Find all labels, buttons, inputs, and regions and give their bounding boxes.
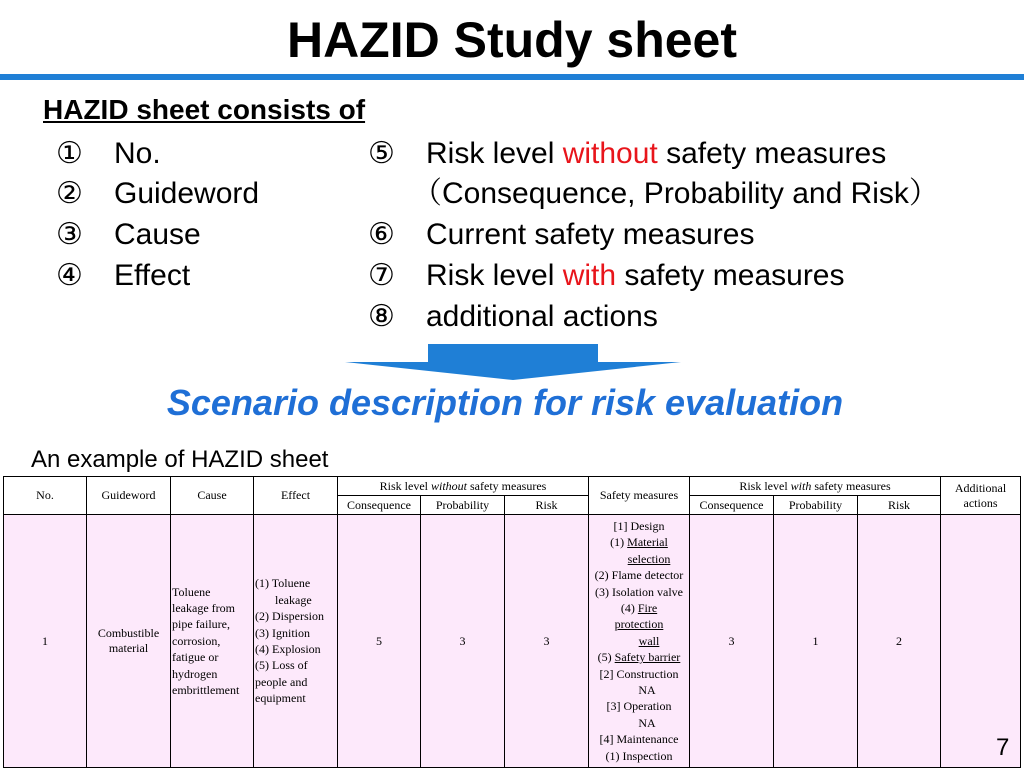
cell-guideword [87,515,171,768]
list-number: ④ [56,259,83,292]
cause-line: fatigue or [172,650,219,665]
measure-line [590,534,688,550]
effect-line: (3) Ignition [255,625,310,640]
cell-risk-with: 2 [858,515,941,768]
measure-line: [4] Maintenance [599,732,679,747]
list-number: ① [56,137,83,170]
guideword-line: Combustible [97,626,160,640]
header-consequence-with: Consequence [690,496,774,515]
list-number: ⑥ [368,218,395,251]
title-divider [0,74,1024,80]
cause-text [172,584,239,699]
list-text: Effect [114,259,191,292]
list-item-additional-actions [368,297,658,337]
cell-consequence-without: 5 [338,515,421,768]
effect-line: (2) Dispersion [255,609,324,624]
measure-line: (2) Flame detector [594,568,684,583]
list-item-risk-with [368,256,845,296]
list-text: additional actions [426,300,658,333]
header-additional-line1: Additional [954,480,1007,495]
down-arrow-icon [343,342,683,382]
section-heading: HAZID sheet consists of [43,94,366,125]
measure-prefix: (1) [610,535,628,550]
cell-cause [171,515,254,768]
list-text: Cause [114,218,201,251]
list-number: ② [56,177,83,210]
header-risk-with-suffix: safety measures [811,478,891,493]
list-item-risk-components [412,174,939,214]
cause-line: Toluene [172,584,211,599]
list-text-prefix: Risk level [426,137,563,170]
effect-line: (1) Toluene [255,576,311,591]
cell-effect [254,515,338,768]
header-consequence-without: Consequence [338,496,421,515]
highlight-with: with [562,259,617,292]
header-risk-with-em: with [790,478,812,493]
cause-line: embrittlement [172,683,240,698]
effect-line: (4) Explosion [255,642,321,656]
cause-line: leakage from [172,600,235,615]
measure-line: wall [638,633,660,648]
header-risk-with-value: Risk [858,496,941,515]
list-text: Guideword [114,177,260,210]
header-risk-without-suffix: safety measures [467,478,547,493]
effect-line: people and [255,674,308,689]
list-item-effect [56,256,190,296]
header-cause: Cause [171,477,254,515]
measure-line: selection [627,551,671,566]
measure-line: protection [614,617,664,632]
cell-probability-with: 1 [774,515,858,768]
measure-line: (1) Inspection [605,748,673,763]
header-additional-actions [941,477,1021,515]
measure-underlined: Safety barrier [614,650,681,665]
header-risk-with [690,477,941,496]
header-risk-without-em: without [431,478,468,493]
list-text-prefix: Risk level [426,259,563,292]
list-item-risk-without [368,134,886,174]
list-number: ⑦ [368,259,395,292]
header-effect: Effect [254,477,338,515]
page-title: HAZID Study sheet [286,12,738,68]
header-risk-without [338,477,589,496]
measure-line: [3] Operation [606,699,672,714]
cause-line: hydrogen [172,666,218,681]
list-text-suffix: safety measures [616,259,845,292]
cell-consequence-with: 3 [690,515,774,768]
header-probability-without: Probability [421,496,505,515]
list-text-suffix: safety measures [657,137,887,170]
measure-line: NA [638,715,656,730]
header-safety-measures: Safety measures [589,477,690,515]
scenario-caption: Scenario description for risk evaluation [166,382,844,423]
header-risk-without-value: Risk [505,496,589,515]
list-number: ⑤ [368,137,395,170]
list-text: Current safety measures [426,218,755,251]
header-additional-line2: actions [963,495,998,510]
effect-line: leakage [275,592,312,607]
list-item-cause [56,215,201,255]
header-guideword: Guideword [87,477,171,515]
cell-additional-actions [941,515,1021,768]
measure-line: [1] Design [613,518,665,533]
cell-risk-without: 3 [505,515,589,768]
list-subtext: （Consequence, Probability and Risk） [412,177,939,210]
page-number: 7 [996,734,1010,761]
effect-line: equipment [255,691,306,706]
table-row [4,515,1021,768]
list-text: No. [114,137,161,170]
effect-text [255,575,324,706]
measure-line: NA [638,683,656,698]
list-number: ③ [56,218,83,251]
measure-underlined: Fire [637,600,658,615]
cell-probability-without: 3 [421,515,505,768]
list-item-guideword [56,174,259,214]
header-risk-with-prefix: Risk level [739,478,791,493]
cell-no: 1 [4,515,87,768]
list-item-current-measures [368,215,754,255]
guideword-line: material [108,641,149,655]
hazid-table [3,476,1021,768]
effect-line: (5) Loss of [255,658,308,673]
cell-safety-measures [589,515,690,768]
measure-prefix: (4) [620,600,638,615]
header-no: No. [4,477,87,515]
list-number: ⑧ [368,300,395,333]
measure-line [590,600,688,616]
header-probability-with: Probability [774,496,858,515]
measure-underlined: Material [627,535,668,550]
cause-line: corrosion, [172,633,221,648]
measure-line: [2] Construction [599,666,679,681]
measure-prefix: (5) [597,650,615,665]
measure-line [590,649,688,665]
highlight-without: without [562,137,658,170]
cause-line: pipe failure, [172,617,230,632]
example-label: An example of HAZID sheet [31,446,329,473]
header-risk-without-prefix: Risk level [379,478,431,493]
measure-line: (3) Isolation valve [595,584,683,599]
list-item-no [56,134,161,174]
